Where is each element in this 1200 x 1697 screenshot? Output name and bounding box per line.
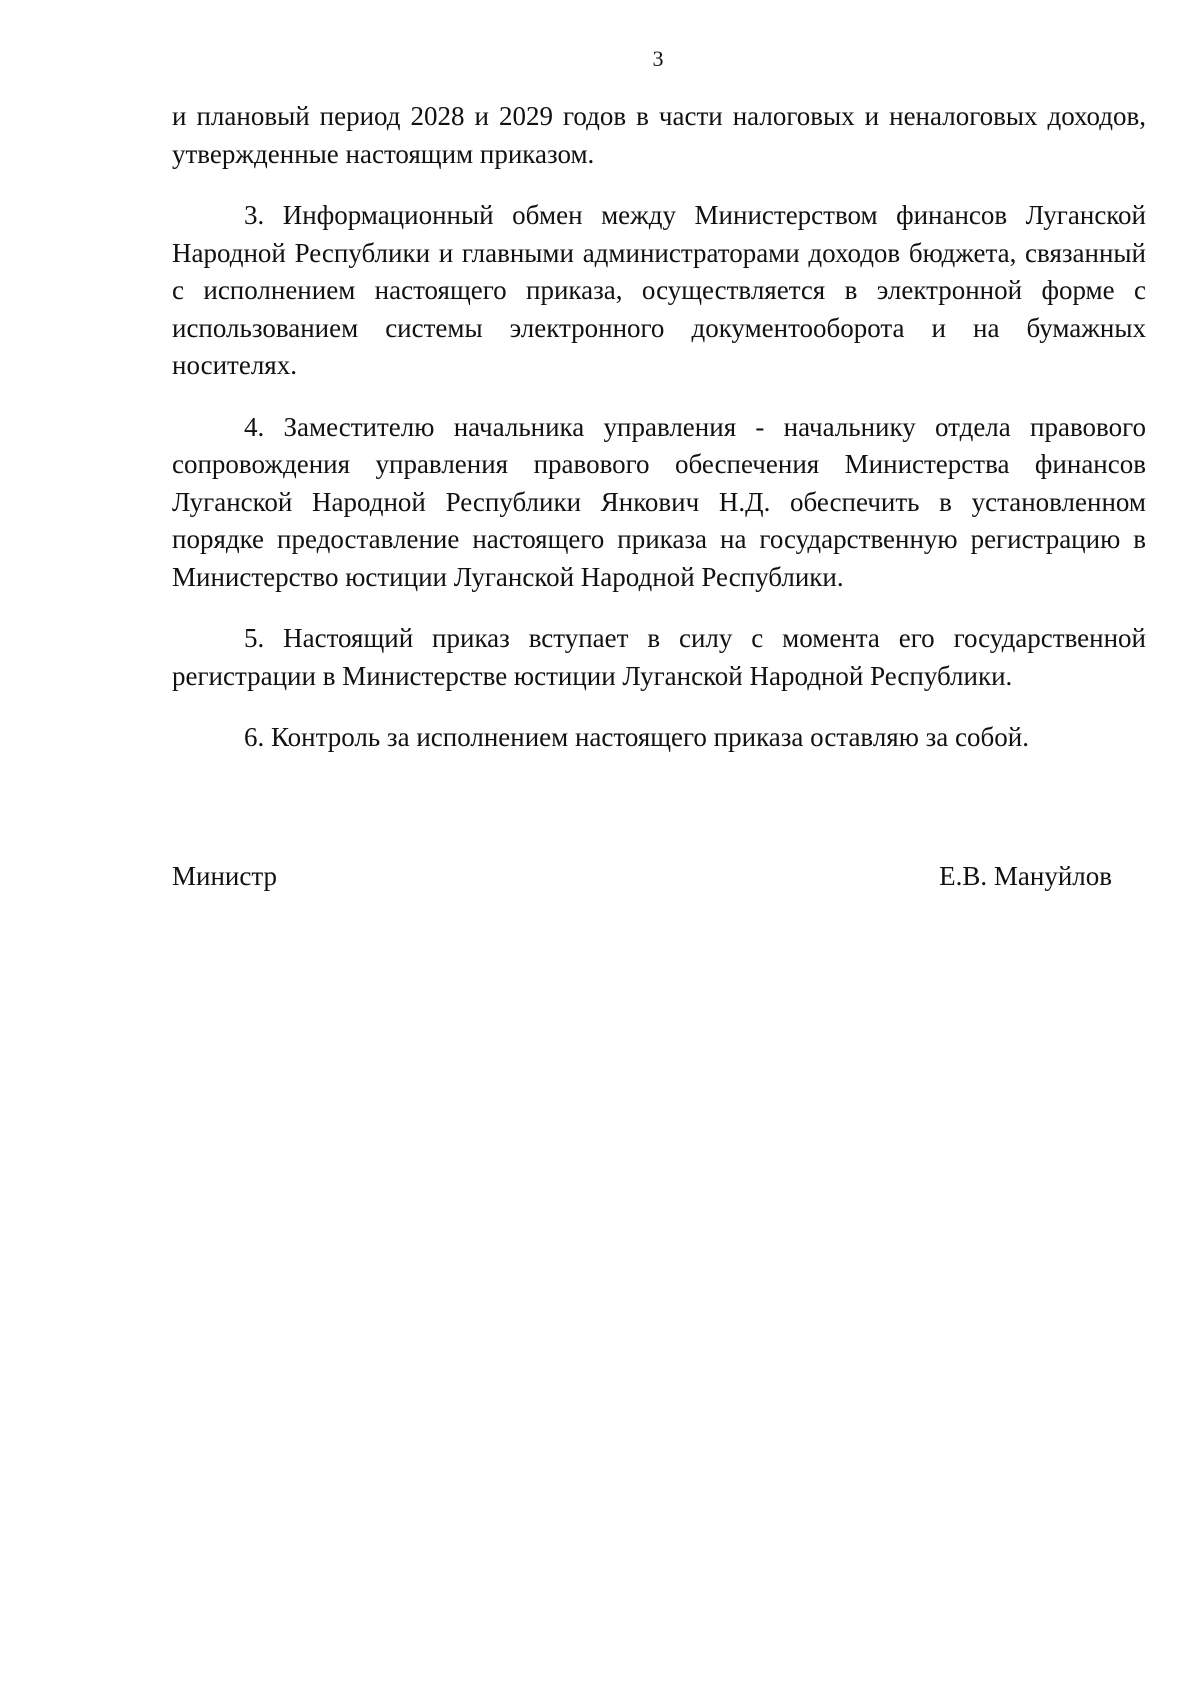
- signatory-title: Министр: [172, 861, 277, 891]
- document-body: [172, 98, 1146, 781]
- paragraph-item-6: 6. Контроль за исполнением настоящего приказа оставляю за собой.: [244, 722, 1029, 752]
- page-number: 3: [652, 46, 664, 71]
- paragraph-item-3: 3. Информационный обмен между Министерством финансов Луганской Народной Республики и главными администраторами доходов бюджета, связанный с исполнением настоящего приказа, осуществляется в электронной форме с использованием системы электронного документооборота и на бумажных носителях.: [172, 200, 1146, 380]
- paragraph-continuation: и плановый период 2028 и 2029 годов в части налоговых и неналоговых доходов, утвержденные настоящим приказом.: [172, 101, 1146, 169]
- paragraph-item-5: 5. Настоящий приказ вступает в силу с момента его государственной регистрации в Министерстве юстиции Луганской Народной Республики.: [172, 623, 1146, 691]
- signatory-name: Е.В. Мануйлов: [939, 861, 1112, 891]
- paragraph-item-4: 4. Заместителю начальника управления - начальнику отдела правового сопровождения управления правового обеспечения Министерства финансов Луганской Народной Республики Янкович Н.Д. обеспечить в установленном порядке предоставление настоящего приказа на государственную регистрацию в Министерство юстиции Луганской Народной Республики.: [172, 411, 1146, 592]
